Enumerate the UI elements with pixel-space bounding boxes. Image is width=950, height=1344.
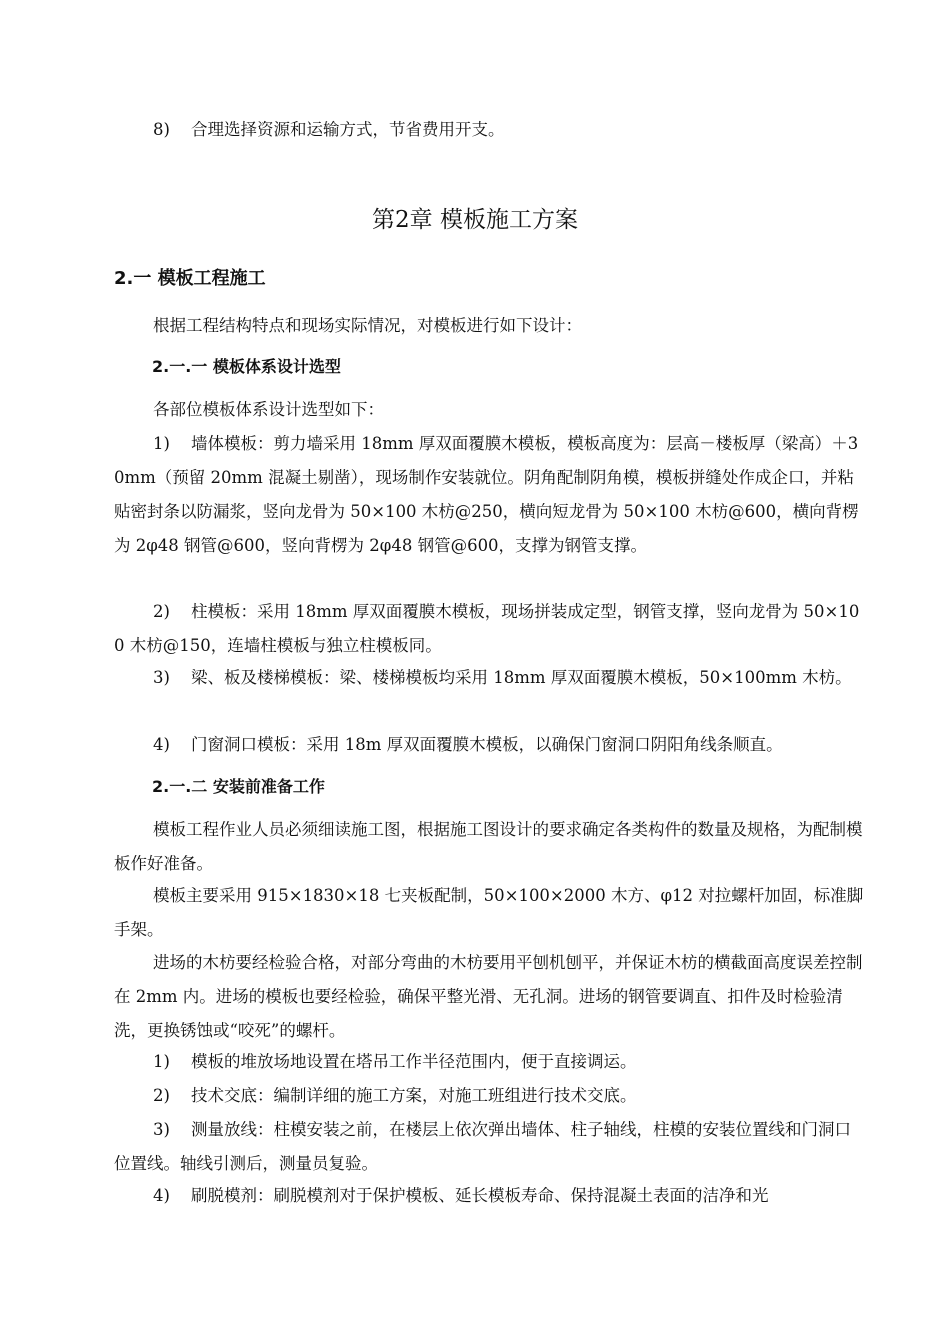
list-item xyxy=(114,1079,864,1113)
list-item xyxy=(114,1113,864,1181)
list-item xyxy=(114,427,864,563)
paragraph: 进场的木枋要经检验合格，对部分弯曲的木枋要用平刨机刨平，并保证木枋的横截面高度误差控制在 2mm 内。进场的模板也要经检验，确保平整光滑、无孔洞。进场的钢管要调直、扣件及时检验清洗，更换锈蚀或“咬死”的螺杆。 xyxy=(114,953,863,1040)
list-item-number: 8) xyxy=(153,120,170,139)
list-item xyxy=(114,1045,864,1079)
list-item xyxy=(114,728,864,762)
list-item-text: 模板的堆放场地设置在塔吊工作半径范围内，便于直接调运。 xyxy=(191,1052,637,1071)
list-item-text: 墙体模板：剪力墙采用 18mm 厚双面覆膜木模板，模板高度为：层高－楼板厚（梁高）＋30mm（预留 20mm 混凝土剔凿），现场制作安装就位。阴角配制阴角模，模板拼缝处作成企口，并粘贴密封条以防漏浆，竖向龙骨为 50×100 木枋@250，横向短龙骨为 50×100 木枋@600，横向背楞为 2φ48 钢管@600，竖向背楞为 2φ48 钢管@600，支撑为钢管支撑。 xyxy=(114,434,859,555)
list-item-number: 3) xyxy=(153,1120,170,1139)
subsection-title-1: 2.一.一 模板体系设计选型 xyxy=(152,357,341,376)
list-item-text: 刷脱模剂：刷脱模剂对于保护模板、延长模板寿命、保持混凝土表面的洁净和光 xyxy=(191,1186,769,1205)
list-item-text: 门窗洞口模板：采用 18m 厚双面覆膜木模板，以确保门窗洞口阴阳角线条顺直。 xyxy=(191,735,783,754)
list-item-number: 2) xyxy=(153,602,170,621)
list-item-number: 1) xyxy=(153,1052,170,1071)
list-item-number: 2) xyxy=(153,1086,170,1105)
paragraph: 模板工程作业人员必须细读施工图，根据施工图设计的要求确定各类构件的数量及规格，为配制模板作好准备。 xyxy=(114,820,863,873)
list-item xyxy=(114,1179,864,1213)
list-item xyxy=(114,661,864,695)
paragraph: 模板主要采用 915×1830×18 七夹板配制，50×100×2000 木方、φ12 对拉螺杆加固，标准脚手架。 xyxy=(114,886,864,939)
list-item-number: 3) xyxy=(153,668,170,687)
section-intro: 根据工程结构特点和现场实际情况，对模板进行如下设计： xyxy=(153,316,582,335)
list-item-text: 合理选择资源和运输方式，节省费用开支。 xyxy=(191,120,505,139)
chapter-title: 第2章 模板施工方案 xyxy=(372,207,578,233)
list-item-text: 技术交底：编制详细的施工方案，对施工班组进行技术交底。 xyxy=(191,1086,637,1105)
list-item-number: 4) xyxy=(153,1186,170,1205)
list-item-text: 柱模板：采用 18mm 厚双面覆膜木模板，现场拼装成定型，钢管支撑，竖向龙骨为 50×100 木枋@150，连墙柱模板与独立柱模板同。 xyxy=(114,602,860,655)
list-item-text: 测量放线：柱模安装之前，在楼层上依次弹出墙体、柱子轴线，柱模的安装位置线和门洞口位置线。轴线引测后，测量员复验。 xyxy=(114,1120,851,1173)
subsection-title-2: 2.一.二 安装前准备工作 xyxy=(152,777,325,796)
list-item-text: 梁、板及楼梯模板：梁、楼梯模板均采用 18mm 厚双面覆膜木模板，50×100mm 木枋。 xyxy=(191,668,852,687)
list-item-number: 1) xyxy=(153,434,170,453)
list-item xyxy=(114,113,864,147)
subsection-intro: 各部位模板体系设计选型如下： xyxy=(153,400,384,419)
list-item-number: 4) xyxy=(153,735,170,754)
section-title: 2.一 模板工程施工 xyxy=(114,268,266,289)
list-item xyxy=(114,595,864,663)
